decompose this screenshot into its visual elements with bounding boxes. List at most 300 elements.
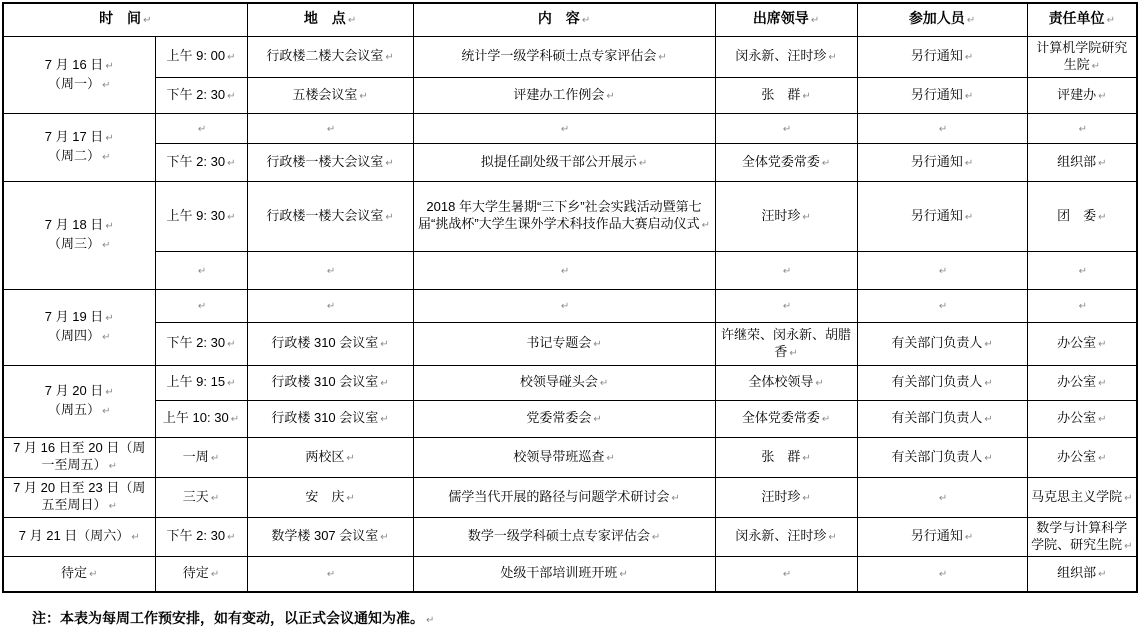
line-break-mark: ↵: [131, 532, 140, 543]
table-cell: [715, 556, 857, 592]
line-break-mark: ↵: [964, 532, 974, 543]
line-break-mark: ↵: [821, 414, 831, 425]
line-break-mark: ↵: [1098, 569, 1107, 581]
cell-text: 办公室 ↵: [1057, 410, 1107, 425]
cell-text: 另行通知 ↵: [910, 528, 974, 543]
table-cell: [857, 113, 1027, 143]
cell-text: 下午 2: 30 ↵: [166, 153, 236, 169]
line-break-mark: ↵: [105, 313, 114, 324]
cell-text: 儒学当代开展的路径与问题学术研讨会 ↵: [448, 488, 680, 504]
line-break-mark: ↵: [782, 265, 792, 277]
line-break-mark: ↵: [1124, 492, 1133, 504]
table-cell: [155, 322, 247, 365]
table-cell: [3, 556, 155, 592]
line-break-mark: ↵: [89, 569, 98, 581]
line-break-mark: ↵: [108, 501, 117, 512]
table-cell: [413, 113, 715, 143]
cell-text: （周二） ↵: [48, 148, 111, 163]
cell-text: 下午 2: 30 ↵: [166, 86, 236, 102]
table-cell: [715, 437, 857, 477]
table-body: [3, 36, 1137, 592]
line-break-mark: ↵: [671, 492, 680, 504]
table-row: [3, 36, 1137, 77]
table-cell: [715, 365, 857, 400]
cell-text: 另行通知 ↵: [910, 48, 974, 63]
table-cell: [857, 322, 1027, 365]
cell-text: [861, 488, 1024, 507]
line-break-mark: ↵: [802, 452, 811, 464]
weekly-schedule-table: [2, 2, 1138, 593]
cell-text: 组织部 ↵: [1057, 565, 1107, 581]
line-break-mark: ↵: [380, 378, 389, 389]
line-break-mark: ↵: [197, 123, 207, 135]
cell-text: [719, 564, 854, 583]
table-cell: [155, 400, 247, 437]
line-break-mark: ↵: [102, 79, 111, 91]
line-break-mark: ↵: [964, 90, 974, 102]
cell-text: 数学一级学科硕士点专家评估会 ↵: [467, 528, 661, 543]
cell-text: [251, 119, 410, 138]
table-cell: [715, 181, 857, 251]
table-cell: [1027, 322, 1137, 365]
line-break-mark: ↵: [102, 152, 111, 163]
line-break-mark: ↵: [1098, 414, 1107, 425]
line-break-mark: ↵: [701, 220, 711, 231]
table-row: [3, 181, 1137, 251]
cell-text: 7 月 19 日 ↵: [44, 309, 114, 324]
table-cell: [247, 437, 413, 477]
table-cell: [247, 289, 413, 322]
cell-text: （周四） ↵: [48, 328, 111, 343]
table-cell: [3, 365, 155, 437]
line-break-mark: ↵: [143, 15, 152, 27]
table-cell: [247, 143, 413, 181]
table-cell: [3, 113, 155, 181]
cell-text: [1031, 119, 1134, 138]
line-break-mark: ↵: [560, 123, 570, 135]
column-header: [247, 3, 413, 36]
line-break-mark: ↵: [346, 452, 355, 464]
table-cell: [413, 143, 715, 181]
line-break-mark: ↵: [227, 339, 236, 350]
line-break-mark: ↵: [326, 265, 336, 277]
line-break-mark: ↵: [227, 52, 236, 63]
cell-text: 行政楼 310 会议室 ↵: [271, 374, 389, 389]
cell-text: [861, 119, 1024, 138]
table-header-row: [3, 3, 1137, 36]
cell-text: 三天 ↵: [182, 488, 220, 504]
cell-text: [861, 564, 1024, 583]
cell-text: [251, 564, 410, 583]
cell-text: 待定 ↵: [61, 565, 98, 581]
table-row: [3, 400, 1137, 437]
table-cell: [413, 556, 715, 592]
cell-text: [251, 296, 410, 315]
cell-text: 7 月 18 日 ↵: [44, 217, 114, 232]
line-break-mark: ↵: [1098, 211, 1107, 223]
line-break-mark: ↵: [1098, 452, 1107, 464]
line-break-mark: ↵: [105, 133, 114, 144]
table-cell: [857, 437, 1027, 477]
line-break-mark: ↵: [380, 414, 389, 425]
table-cell: [155, 251, 247, 289]
cell-text: 行政楼 310 会议室 ↵: [271, 410, 389, 425]
column-header: [715, 3, 857, 36]
table-cell: [413, 437, 715, 477]
line-break-mark: ↵: [810, 15, 820, 27]
table-row: [3, 251, 1137, 289]
line-break-mark: ↵: [802, 492, 811, 504]
line-break-mark: ↵: [227, 157, 236, 169]
line-break-mark: ↵: [102, 240, 111, 251]
line-break-mark: ↵: [984, 452, 993, 464]
table-cell: [1027, 289, 1137, 322]
cell-text: 汪时珍 ↵: [761, 488, 811, 504]
line-break-mark: ↵: [105, 387, 114, 398]
cell-text: [159, 119, 244, 138]
table-cell: [3, 477, 155, 517]
table-cell: [857, 289, 1027, 322]
cell-text: 下午 2: 30 ↵: [166, 528, 236, 543]
table-row: [3, 322, 1137, 365]
line-break-mark: ↵: [658, 52, 667, 63]
line-break-mark: ↵: [326, 123, 336, 135]
table-cell: [247, 113, 413, 143]
table-row: [3, 556, 1137, 592]
cell-text: 计算机学院研究生院 ↵: [1036, 39, 1128, 72]
table-cell: [155, 77, 247, 113]
cell-text: [1031, 296, 1134, 315]
line-break-mark: ↵: [105, 221, 114, 232]
line-break-mark: ↵: [1078, 123, 1087, 135]
line-break-mark: ↵: [1078, 265, 1087, 277]
cell-text: 下午 2: 30 ↵: [166, 335, 236, 350]
line-break-mark: ↵: [593, 414, 602, 425]
table-cell: [1027, 517, 1137, 556]
table-cell: [247, 181, 413, 251]
cell-text: 校领导碰头会 ↵: [519, 374, 609, 389]
column-header: [1027, 3, 1137, 36]
cell-text: 闵永新、汪时珍 ↵: [735, 48, 837, 63]
table-cell: [413, 322, 715, 365]
header-row: [3, 3, 1137, 36]
table-cell: [413, 477, 715, 517]
cell-text: 办公室 ↵: [1057, 374, 1107, 389]
cell-text: 评建办工作例会 ↵: [513, 86, 615, 102]
table-row: [3, 365, 1137, 400]
cell-text: 处级干部培训班开班 ↵: [500, 565, 628, 581]
cell-text: 党委常委会 ↵: [526, 410, 602, 425]
cell-text: 书记专题会 ↵: [526, 335, 602, 350]
cell-text: [251, 261, 410, 280]
line-break-mark: ↵: [210, 492, 220, 504]
table-cell: [1027, 36, 1137, 77]
table-cell: [715, 113, 857, 143]
table-row: [3, 77, 1137, 113]
cell-text: 数学楼 307 会议室 ↵: [271, 528, 389, 543]
table-cell: [155, 36, 247, 77]
cell-text: 有关部门负责人 ↵: [891, 448, 993, 464]
line-break-mark: ↵: [964, 52, 974, 63]
line-break-mark: ↵: [938, 492, 948, 504]
line-break-mark: ↵: [227, 211, 236, 223]
line-break-mark: ↵: [326, 569, 336, 581]
line-break-mark: ↵: [359, 90, 368, 102]
line-break-mark: ↵: [782, 569, 792, 581]
table-cell: [247, 477, 413, 517]
table-cell: [857, 517, 1027, 556]
table-cell: [857, 400, 1027, 437]
cell-text: 校领导带班巡查 ↵: [513, 448, 615, 464]
cell-text: 出席领导 ↵: [752, 10, 820, 27]
table-cell: [413, 181, 715, 251]
line-break-mark: ↵: [1124, 540, 1133, 552]
table-cell: [413, 400, 715, 437]
table-cell: [247, 36, 413, 77]
cell-text: 责任单位 ↵: [1048, 10, 1115, 27]
cell-text: 马克思主义学院 ↵: [1031, 488, 1133, 504]
line-break-mark: ↵: [606, 90, 615, 102]
table-cell: [3, 36, 155, 113]
table-cell: [3, 181, 155, 289]
line-break-mark: ↵: [210, 569, 220, 581]
line-break-mark: ↵: [966, 15, 976, 27]
cell-text: 时 间 ↵: [99, 10, 152, 27]
cell-text: 张 群 ↵: [761, 448, 811, 464]
line-break-mark: ↵: [1091, 60, 1100, 72]
cell-text: 许继荣、闵永新、胡腊香 ↵: [721, 326, 852, 359]
table-cell: [247, 77, 413, 113]
cell-text: 全体党委常委 ↵: [741, 410, 831, 425]
line-break-mark: ↵: [326, 301, 336, 312]
line-break-mark: ↵: [1098, 339, 1107, 350]
table-row: [3, 143, 1137, 181]
table-cell: [1027, 365, 1137, 400]
table-cell: [1027, 143, 1137, 181]
table-cell: [857, 36, 1027, 77]
table-cell: [715, 400, 857, 437]
cell-text: 数学与计算科学学院、研究生院 ↵: [1031, 519, 1133, 552]
cell-text: 办公室 ↵: [1057, 448, 1107, 464]
line-break-mark: ↵: [802, 90, 811, 102]
cell-text: 上午 9: 15 ↵: [166, 374, 236, 389]
line-break-mark: ↵: [828, 52, 837, 63]
table-cell: [715, 322, 857, 365]
table-cell: [715, 77, 857, 113]
line-break-mark: ↵: [426, 615, 435, 626]
line-break-mark: ↵: [230, 414, 240, 425]
table-cell: [155, 143, 247, 181]
cell-text: 另行通知 ↵: [910, 153, 974, 169]
column-header: [413, 3, 715, 36]
table-cell: [155, 181, 247, 251]
footnote-text: 注：本表为每周工作预安排，如有变动，以正式会议通知为准。: [32, 610, 424, 626]
cell-text: 行政楼二楼大会议室 ↵: [266, 48, 394, 63]
cell-text: [417, 296, 712, 315]
line-break-mark: ↵: [593, 339, 602, 350]
table-cell: [1027, 113, 1137, 143]
line-break-mark: ↵: [581, 15, 591, 27]
cell-text: 7 月 20 日至 23 日（周五至周日） ↵: [13, 480, 146, 512]
table-cell: [857, 477, 1027, 517]
line-break-mark: ↵: [385, 52, 394, 63]
table-cell: [413, 77, 715, 113]
cell-text: 7 月 16 日至 20 日（周一至周五） ↵: [13, 440, 146, 472]
line-break-mark: ↵: [782, 123, 792, 135]
cell-text: 7 月 17 日 ↵: [44, 129, 114, 144]
table-cell: [247, 517, 413, 556]
cell-text: 行政楼一楼大会议室 ↵: [266, 207, 394, 223]
cell-text: 安 庆 ↵: [305, 488, 355, 504]
cell-text: 上午 10: 30 ↵: [162, 410, 240, 425]
table-row: [3, 289, 1137, 322]
line-break-mark: ↵: [828, 532, 837, 543]
table-cell: [1027, 556, 1137, 592]
cell-text: 2018 年大学生暑期“三下乡”社会实践活动暨第七届“挑战杯”大学生课外学术科技作品大赛启动仪式 ↵: [417, 199, 711, 231]
cell-text: [861, 261, 1024, 280]
line-break-mark: ↵: [197, 265, 207, 277]
cell-text: 一周 ↵: [182, 448, 220, 464]
table-cell: [1027, 251, 1137, 289]
cell-text: 行政楼 310 会议室 ↵: [271, 335, 389, 350]
cell-text: 拟提任副处级干部公开展示 ↵: [480, 153, 648, 169]
table-cell: [1027, 477, 1137, 517]
cell-text: 待定 ↵: [182, 565, 220, 581]
line-break-mark: ↵: [638, 157, 648, 169]
table-cell: [857, 556, 1027, 592]
line-break-mark: ↵: [984, 378, 993, 389]
line-break-mark: ↵: [1106, 15, 1115, 27]
cell-text: 团 委 ↵: [1057, 207, 1107, 223]
table-cell: [715, 289, 857, 322]
line-break-mark: ↵: [227, 90, 236, 102]
line-break-mark: ↵: [938, 265, 948, 277]
cell-text: 汪时珍 ↵: [761, 207, 811, 223]
line-break-mark: ↵: [619, 569, 628, 581]
cell-text: （周五） ↵: [48, 402, 111, 417]
table-cell: [155, 113, 247, 143]
line-break-mark: ↵: [1098, 90, 1107, 102]
table-cell: [857, 77, 1027, 113]
cell-text: 有关部门负责人 ↵: [891, 410, 993, 425]
table-row: [3, 517, 1137, 556]
line-break-mark: ↵: [227, 378, 236, 389]
line-break-mark: ↵: [197, 301, 207, 312]
table-cell: [247, 251, 413, 289]
table-cell: [857, 251, 1027, 289]
table-cell: [715, 36, 857, 77]
line-break-mark: ↵: [347, 15, 357, 27]
column-header: [3, 3, 247, 36]
cell-text: 参加人员 ↵: [908, 10, 976, 27]
line-break-mark: ↵: [380, 339, 389, 350]
cell-text: 上午 9: 00 ↵: [166, 48, 236, 63]
cell-text: 全体校领导 ↵: [748, 374, 824, 389]
table-cell: [715, 517, 857, 556]
line-break-mark: ↵: [964, 157, 974, 169]
line-break-mark: ↵: [782, 301, 792, 312]
line-break-mark: ↵: [651, 532, 661, 543]
column-header: [857, 3, 1027, 36]
cell-text: [861, 296, 1024, 315]
table-cell: [1027, 400, 1137, 437]
cell-text: 另行通知 ↵: [910, 207, 974, 223]
table-cell: [413, 251, 715, 289]
table-cell: [247, 400, 413, 437]
line-break-mark: ↵: [385, 211, 394, 223]
table-cell: [857, 181, 1027, 251]
cell-text: 有关部门负责人 ↵: [891, 374, 993, 389]
cell-text: 统计学一级学科硕士点专家评估会 ↵: [461, 48, 667, 63]
cell-text: 五楼会议室 ↵: [292, 86, 368, 102]
cell-text: [159, 296, 244, 315]
table-cell: [1027, 181, 1137, 251]
line-break-mark: ↵: [789, 347, 798, 359]
cell-text: 张 群 ↵: [761, 86, 811, 102]
table-cell: [857, 143, 1027, 181]
line-break-mark: ↵: [599, 378, 609, 389]
line-break-mark: ↵: [385, 157, 394, 169]
cell-text: [719, 296, 854, 315]
cell-text: [719, 261, 854, 280]
table-cell: [247, 322, 413, 365]
table-cell: [413, 517, 715, 556]
table-cell: [715, 251, 857, 289]
table-row: [3, 437, 1137, 477]
cell-text: 有关部门负责人 ↵: [891, 335, 993, 350]
line-break-mark: ↵: [984, 339, 993, 350]
cell-text: （周三） ↵: [48, 236, 111, 251]
cell-text: [719, 119, 854, 138]
line-break-mark: ↵: [815, 378, 824, 389]
cell-text: [1031, 261, 1134, 280]
line-break-mark: ↵: [802, 211, 811, 223]
line-break-mark: ↵: [560, 301, 570, 312]
line-break-mark: ↵: [984, 414, 993, 425]
table-cell: [857, 365, 1027, 400]
table-cell: [413, 289, 715, 322]
table-cell: [3, 517, 155, 556]
table-cell: [3, 289, 155, 365]
table-cell: [155, 517, 247, 556]
cell-text: 地 点 ↵: [303, 10, 357, 27]
line-break-mark: ↵: [1098, 157, 1107, 169]
table-cell: [155, 477, 247, 517]
line-break-mark: ↵: [1078, 301, 1087, 312]
line-break-mark: ↵: [938, 123, 948, 135]
line-break-mark: ↵: [938, 301, 948, 312]
table-cell: [413, 36, 715, 77]
cell-text: 内 容 ↵: [537, 10, 591, 27]
table-cell: [155, 437, 247, 477]
table-cell: [247, 556, 413, 592]
line-break-mark: ↵: [102, 406, 111, 417]
table-cell: [3, 437, 155, 477]
cell-text: [417, 119, 712, 138]
line-break-mark: ↵: [821, 157, 831, 169]
cell-text: 7 月 16 日 ↵: [44, 56, 114, 72]
line-break-mark: ↵: [102, 332, 111, 343]
cell-text: 两校区 ↵: [305, 448, 355, 464]
table-cell: [715, 143, 857, 181]
line-break-mark: ↵: [346, 492, 355, 504]
cell-text: 办公室 ↵: [1057, 335, 1107, 350]
table-cell: [155, 365, 247, 400]
line-break-mark: ↵: [210, 452, 220, 464]
cell-text: 闵永新、汪时珍 ↵: [735, 528, 837, 543]
cell-text: 评建办 ↵: [1057, 86, 1107, 102]
table-row: [3, 477, 1137, 517]
